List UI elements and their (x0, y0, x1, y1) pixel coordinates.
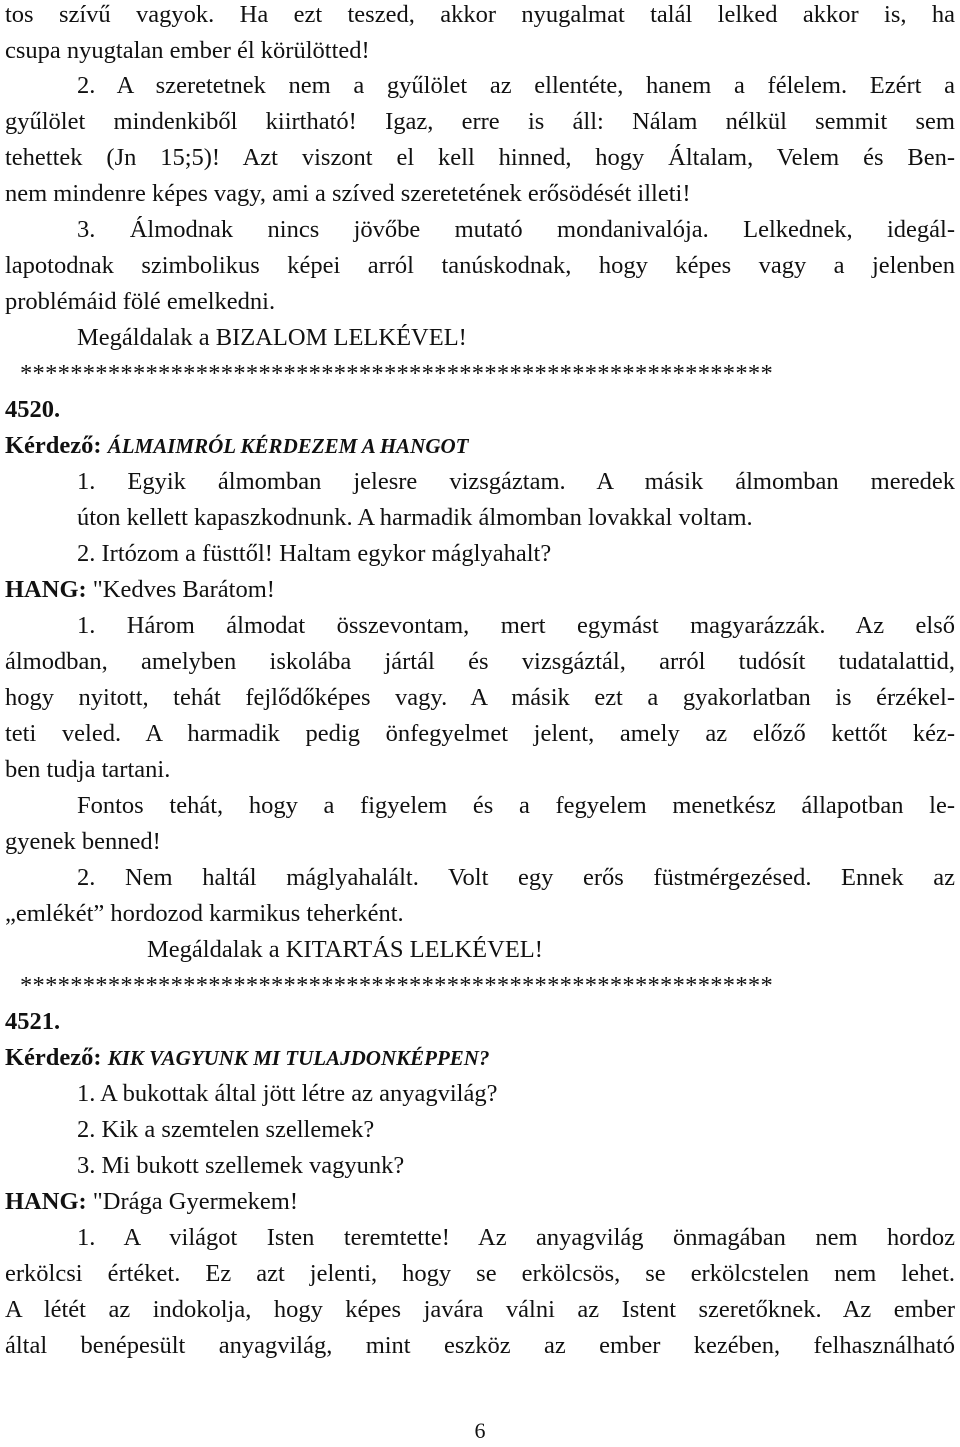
answer-line: erkölcsi értéket. Ez azt jelenti, hogy se erkölcsös, se erkölcstelen nem lehet. (5, 1260, 955, 1287)
hang-greeting: "Drága Gyermekem! (92, 1188, 299, 1215)
hang-label: HANG: (5, 576, 87, 603)
question-line: 2. Irtózom a füsttől! Haltam egykor máglyahalt? (77, 540, 552, 567)
text-line: lapotodnak szimbolikus képei arról tanúskodnak, hogy képes vagy a jelenben (5, 252, 955, 279)
asker-title: KIK VAGYUNK MI TULAJDONKÉPPEN? (107, 1046, 490, 1070)
separator: ************************************************************ (20, 972, 773, 999)
asker-line (5, 1040, 489, 1076)
answer-line: gyenek benned! (5, 828, 161, 855)
hang-line (5, 572, 275, 608)
page-number: 6 (474, 1418, 486, 1443)
text-line: 2. A szeretetnek nem a gyűlölet az ellentéte, hanem a félelem. Ezért a (77, 72, 955, 99)
question-line: 1. A bukottak által jött létre az anyagvilág? (77, 1080, 498, 1107)
answer-line: 1. Három álmodat összevontam, mert egymást magyarázzák. Az első (77, 612, 955, 639)
question-line: 1. Egyik álmomban jelesre vizsgáztam. A másik álmomban meredek (77, 468, 955, 495)
answer-line: A létét az indokolja, hogy képes javára válni az Istent szeretőknek. Az ember (5, 1296, 955, 1323)
asker-label: Kérdező: (5, 1044, 102, 1071)
answer-line: által benépesült anyagvilág, mint eszköz az ember kezében, felhasználható (5, 1332, 955, 1359)
entry-number: 4521. (5, 1008, 61, 1035)
asker-line (5, 428, 468, 464)
question-line: úton kellett kapaszkodnunk. A harmadik álmomban lovakkal voltam. (77, 504, 753, 531)
text-line: 3. Álmodnak nincs jövőbe mutató mondanivalója. Lelkednek, idegál- (77, 216, 955, 243)
asker-label: Kérdező: (5, 432, 102, 459)
text-line: problémáid fölé emelkedni. (5, 288, 276, 315)
hang-line (5, 1184, 298, 1220)
hang-greeting: "Kedves Barátom! (92, 576, 275, 603)
blessing-line: Megáldalak a KITARTÁS LELKÉVEL! (147, 936, 543, 963)
text-line: gyűlölet mindenkiből kiirtható! Igaz, erre is áll: Nálam nélkül semmit sem (5, 108, 955, 135)
text-line: csupa nyugtalan ember él körülötted! (5, 37, 370, 64)
answer-line: ben tudja tartani. (5, 756, 171, 783)
answer-line: „emlékét” hordozod karmikus teherként. (5, 900, 404, 927)
answer-line: 2. Nem haltál máglyahalált. Volt egy erős füstmérgezésed. Ennek az (77, 864, 955, 891)
text-line: tehettek (Jn 15;5)! Azt viszont el kell hinned, hogy Általam, Velem és Ben- (5, 144, 955, 171)
text-line: tos szívű vagyok. Ha ezt teszed, akkor nyugalmat talál lelked akkor is, ha (5, 1, 955, 28)
text-line: nem mindenre képes vagy, ami a szíved szeretetének erősödését illeti! (5, 180, 691, 207)
question-line: 3. Mi bukott szellemek vagyunk? (77, 1152, 405, 1179)
answer-line: álmodban, amelyben iskolába jártál és vizsgáztál, arról tudósít tudatalattid, (5, 648, 955, 675)
question-line: 2. Kik a szemtelen szellemek? (77, 1116, 375, 1143)
answer-line: teti veled. A harmadik pedig önfegyelmet jelent, amely az előző kettőt kéz- (5, 720, 955, 747)
separator: ************************************************************ (20, 360, 773, 387)
answer-line: 1. A világot Isten teremtette! Az anyagvilág önmagában nem hordoz (77, 1224, 955, 1251)
asker-title: ÁLMAIMRÓL KÉRDEZEM A HANGOT (107, 434, 469, 458)
blessing-line: Megáldalak a BIZALOM LELKÉVEL! (77, 324, 467, 351)
answer-line: Fontos tehát, hogy a figyelem és a fegyelem menetkész állapotban le- (77, 792, 955, 819)
entry-number: 4520. (5, 396, 61, 423)
hang-label: HANG: (5, 1188, 87, 1215)
answer-line: hogy nyitott, tehát fejlődőképes vagy. A másik ezt a gyakorlatban is érzékel- (5, 684, 955, 711)
